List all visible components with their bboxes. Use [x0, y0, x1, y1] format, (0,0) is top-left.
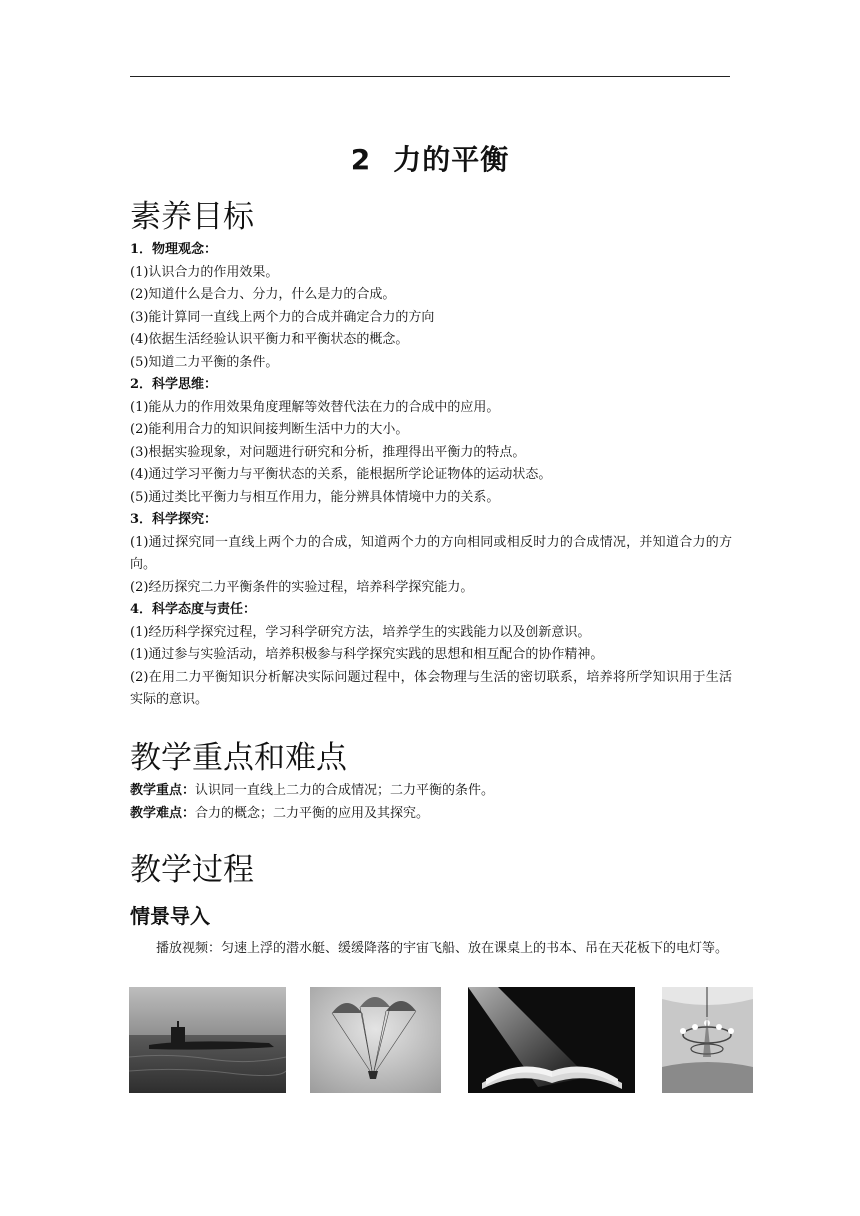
goal-line: (1)认识合力的作用效果。 — [130, 264, 279, 280]
goal-line: (1)经历科学探究过程，学习科学研究方法，培养学生的实践能力以及创新意识。 — [130, 624, 591, 640]
goal-subheading: 1．物理观念： — [130, 242, 218, 257]
goal-line: (1)通过探究同一直线上两个力的合成，知道两个力的方向相同或相反时力的合成情况，并知道合力的方向。 — [130, 534, 732, 572]
scene-intro-paragraph — [130, 938, 732, 961]
goal-line: (1)通过参与实验活动，培养积极参与科学探究实践的思想和相互配合的协作精神。 — [130, 647, 604, 662]
difficulty-text: 合力的概念；二力平衡的应用及其探究。 — [195, 805, 430, 821]
goal-subheading: 3．科学探究： — [130, 512, 218, 527]
key-point-label: 教学重点： — [130, 783, 196, 798]
section-heading-key-points: 教学重点和难点 — [130, 740, 347, 776]
literacy-goals-list — [130, 239, 732, 712]
intro-text: 播放视频：匀速上浮的潜水艇、缓缓降落的宇宙飞船、放在课桌上的书本、吊在天花板下的电灯等。 — [156, 941, 729, 956]
page-title — [130, 140, 730, 180]
submarine-photo — [129, 987, 286, 1093]
title-number: 2 — [350, 143, 372, 176]
section-heading-teaching-process: 教学过程 — [130, 852, 254, 888]
goal-line: (3)能计算同一直线上两个力的合成并确定合力的方向 — [130, 309, 435, 325]
key-points-block — [130, 780, 732, 825]
header-rule — [130, 76, 730, 77]
goal-line: (1)能从力的作用效果角度理解等效替代法在力的合成中的应用。 — [130, 399, 500, 415]
goal-subheading: 4．科学态度与责任： — [130, 602, 257, 617]
goal-line: (3)根据实验现象，对问题进行研究和分析，推理得出平衡力的特点。 — [130, 444, 526, 460]
goal-line: (2)经历探究二力平衡条件的实验过程，培养科学探究能力。 — [130, 579, 474, 595]
goal-line: (2)能利用合力的知识间接判断生活中力的大小。 — [130, 422, 409, 437]
difficulty-label: 教学难点： — [130, 805, 196, 821]
title-text: 力的平衡 — [393, 143, 510, 176]
key-point-text: 认识同一直线上二力的合成情况；二力平衡的条件。 — [195, 783, 495, 798]
goal-subheading: 2．科学思维： — [130, 377, 218, 392]
section-heading-literacy-goals: 素养目标 — [130, 199, 254, 235]
goal-line: (5)知道二力平衡的条件。 — [130, 354, 279, 370]
goal-line: (2)在用二力平衡知识分析解决实际问题过程中，体会物理与生活的密切联系，培养将所学知识用于生活实际的意识。 — [130, 669, 732, 707]
key-point-line — [130, 780, 732, 803]
subheading-scene-intro: 情景导入 — [130, 904, 210, 928]
spacecraft-parachute-photo — [310, 987, 441, 1093]
goal-line: (4)通过学习平衡力与平衡状态的关系，能根据所学论证物体的运动状态。 — [130, 467, 552, 482]
goal-line: (2)知道什么是合力、分力，什么是力的合成。 — [130, 287, 396, 302]
goal-line: (5)通过类比平衡力与相互作用力，能分辨具体情境中力的关系。 — [130, 489, 500, 505]
book-on-desk-photo — [468, 987, 635, 1093]
goal-line: (4)依据生活经验认识平衡力和平衡状态的概念。 — [130, 332, 409, 347]
chandelier-photo — [662, 987, 753, 1093]
difficulty-line — [130, 803, 732, 826]
